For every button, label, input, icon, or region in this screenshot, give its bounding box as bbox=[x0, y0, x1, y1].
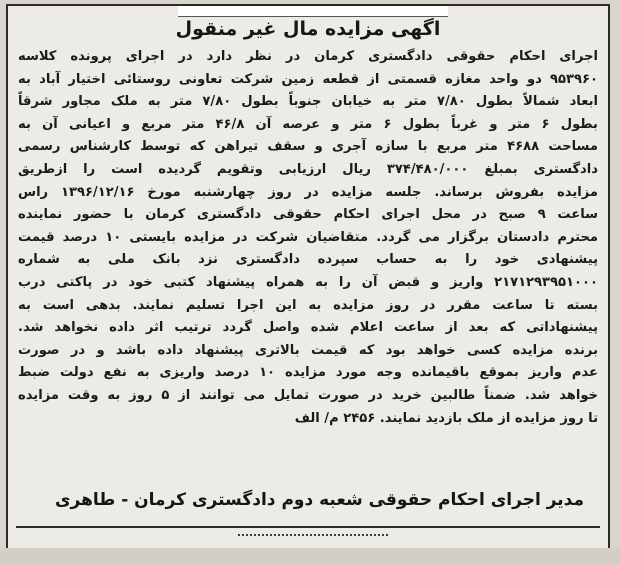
body-line: بطول ۶ متر و غرباً بطول ۶ متر و عرصه آن ۴۶/۸ متر مربع و اعیانی آن به bbox=[18, 116, 598, 132]
body-line: پیشنهادی خود را به حساب سپرده دادگستری نزد بانک ملی به شماره bbox=[18, 252, 598, 268]
notice-body bbox=[18, 46, 598, 430]
newspaper-clipping bbox=[6, 4, 610, 552]
body-line: مساحت ۴۶۸۸ متر مربع با سازه آجری و سقف تیراهن که توسط کارشناس رسمی bbox=[18, 139, 598, 155]
header-strip bbox=[178, 6, 448, 17]
body-line: ابعاد شمالاً بطول ۷/۸۰ متر به خیابان جنوباً بطول ۷/۸۰ متر به ملک مجاور شرقاً bbox=[18, 94, 599, 110]
body-line: مزایده بفروش برساند. جلسه مزایده در روز چهارشنبه مورخ ۱۳۹۶/۱۲/۱۶ راس bbox=[18, 184, 599, 200]
notice-title: اگهی مزایده مال غیر منقول bbox=[175, 18, 441, 40]
body-line: بسته تا ساعت مقرر در روز مزایده به این اجرا تسلیم نمایند. بدهی است به bbox=[18, 297, 598, 313]
body-line: تا روز مزایده از ملک بازدید نمایند. ۲۴۵۶ م/ الف bbox=[294, 410, 598, 426]
page-edge bbox=[0, 548, 620, 565]
body-line: پیشنهاداتی که بعد از ساعت اعلام شده واصل گردد ترتیب اثر داده نخواهد شد. bbox=[18, 320, 598, 336]
body-line: عدم واریز بموقع باقیمانده وجه مورد مزایده ۱۰ درصد واریزی به نفع دولت ضبط bbox=[18, 365, 598, 381]
body-line: محترم دادستان برگزار می گردد. متقاضیان شرکت در مزایده بایستی ۱۰ درصد قیمت bbox=[18, 229, 598, 245]
body-line: دادگستری بمبلغ ۳۷۴/۴۸۰/۰۰۰ ریال ارزیابی وتقویم گردیده است را ازطریق bbox=[18, 161, 598, 177]
body-line: ۹۵۳۹۶۰ دو واحد مغازه قسمتی از قطعه زمین شرکت تعاونی روستائی اختیار آباد به bbox=[18, 71, 598, 87]
body-line: اجرای احکام حقوقی دادگستری کرمان در نظر دارد در اجرای پرونده کلاسه bbox=[18, 49, 598, 64]
bottom-rule bbox=[16, 526, 600, 528]
next-ad-fragment bbox=[238, 534, 388, 548]
body-line: ساعت ۹ صبح در محل اجرای احکام حقوقی دادگستری کرمان با حضور نماینده bbox=[18, 207, 598, 223]
body-line: خواهد شد. ضمناً طالبین خرید در صورت تمایل می توانند از ۵ روز به وقت مزایده bbox=[18, 387, 598, 403]
body-line: برنده مزایده کسی خواهد بود که قیمت بالاتری پیشنهاد داده باشد و در صورت bbox=[18, 342, 598, 358]
signature-line: مدیر اجرای احکام حقوقی شعبه دوم دادگستری کرمان - طاهری bbox=[54, 490, 584, 510]
body-line: ۲۱۷۱۲۹۳۹۵۱۰۰۰ واریز و قبض آن را به همراه پیشنهاد کتبی خود در پاکتی درب bbox=[18, 274, 598, 290]
